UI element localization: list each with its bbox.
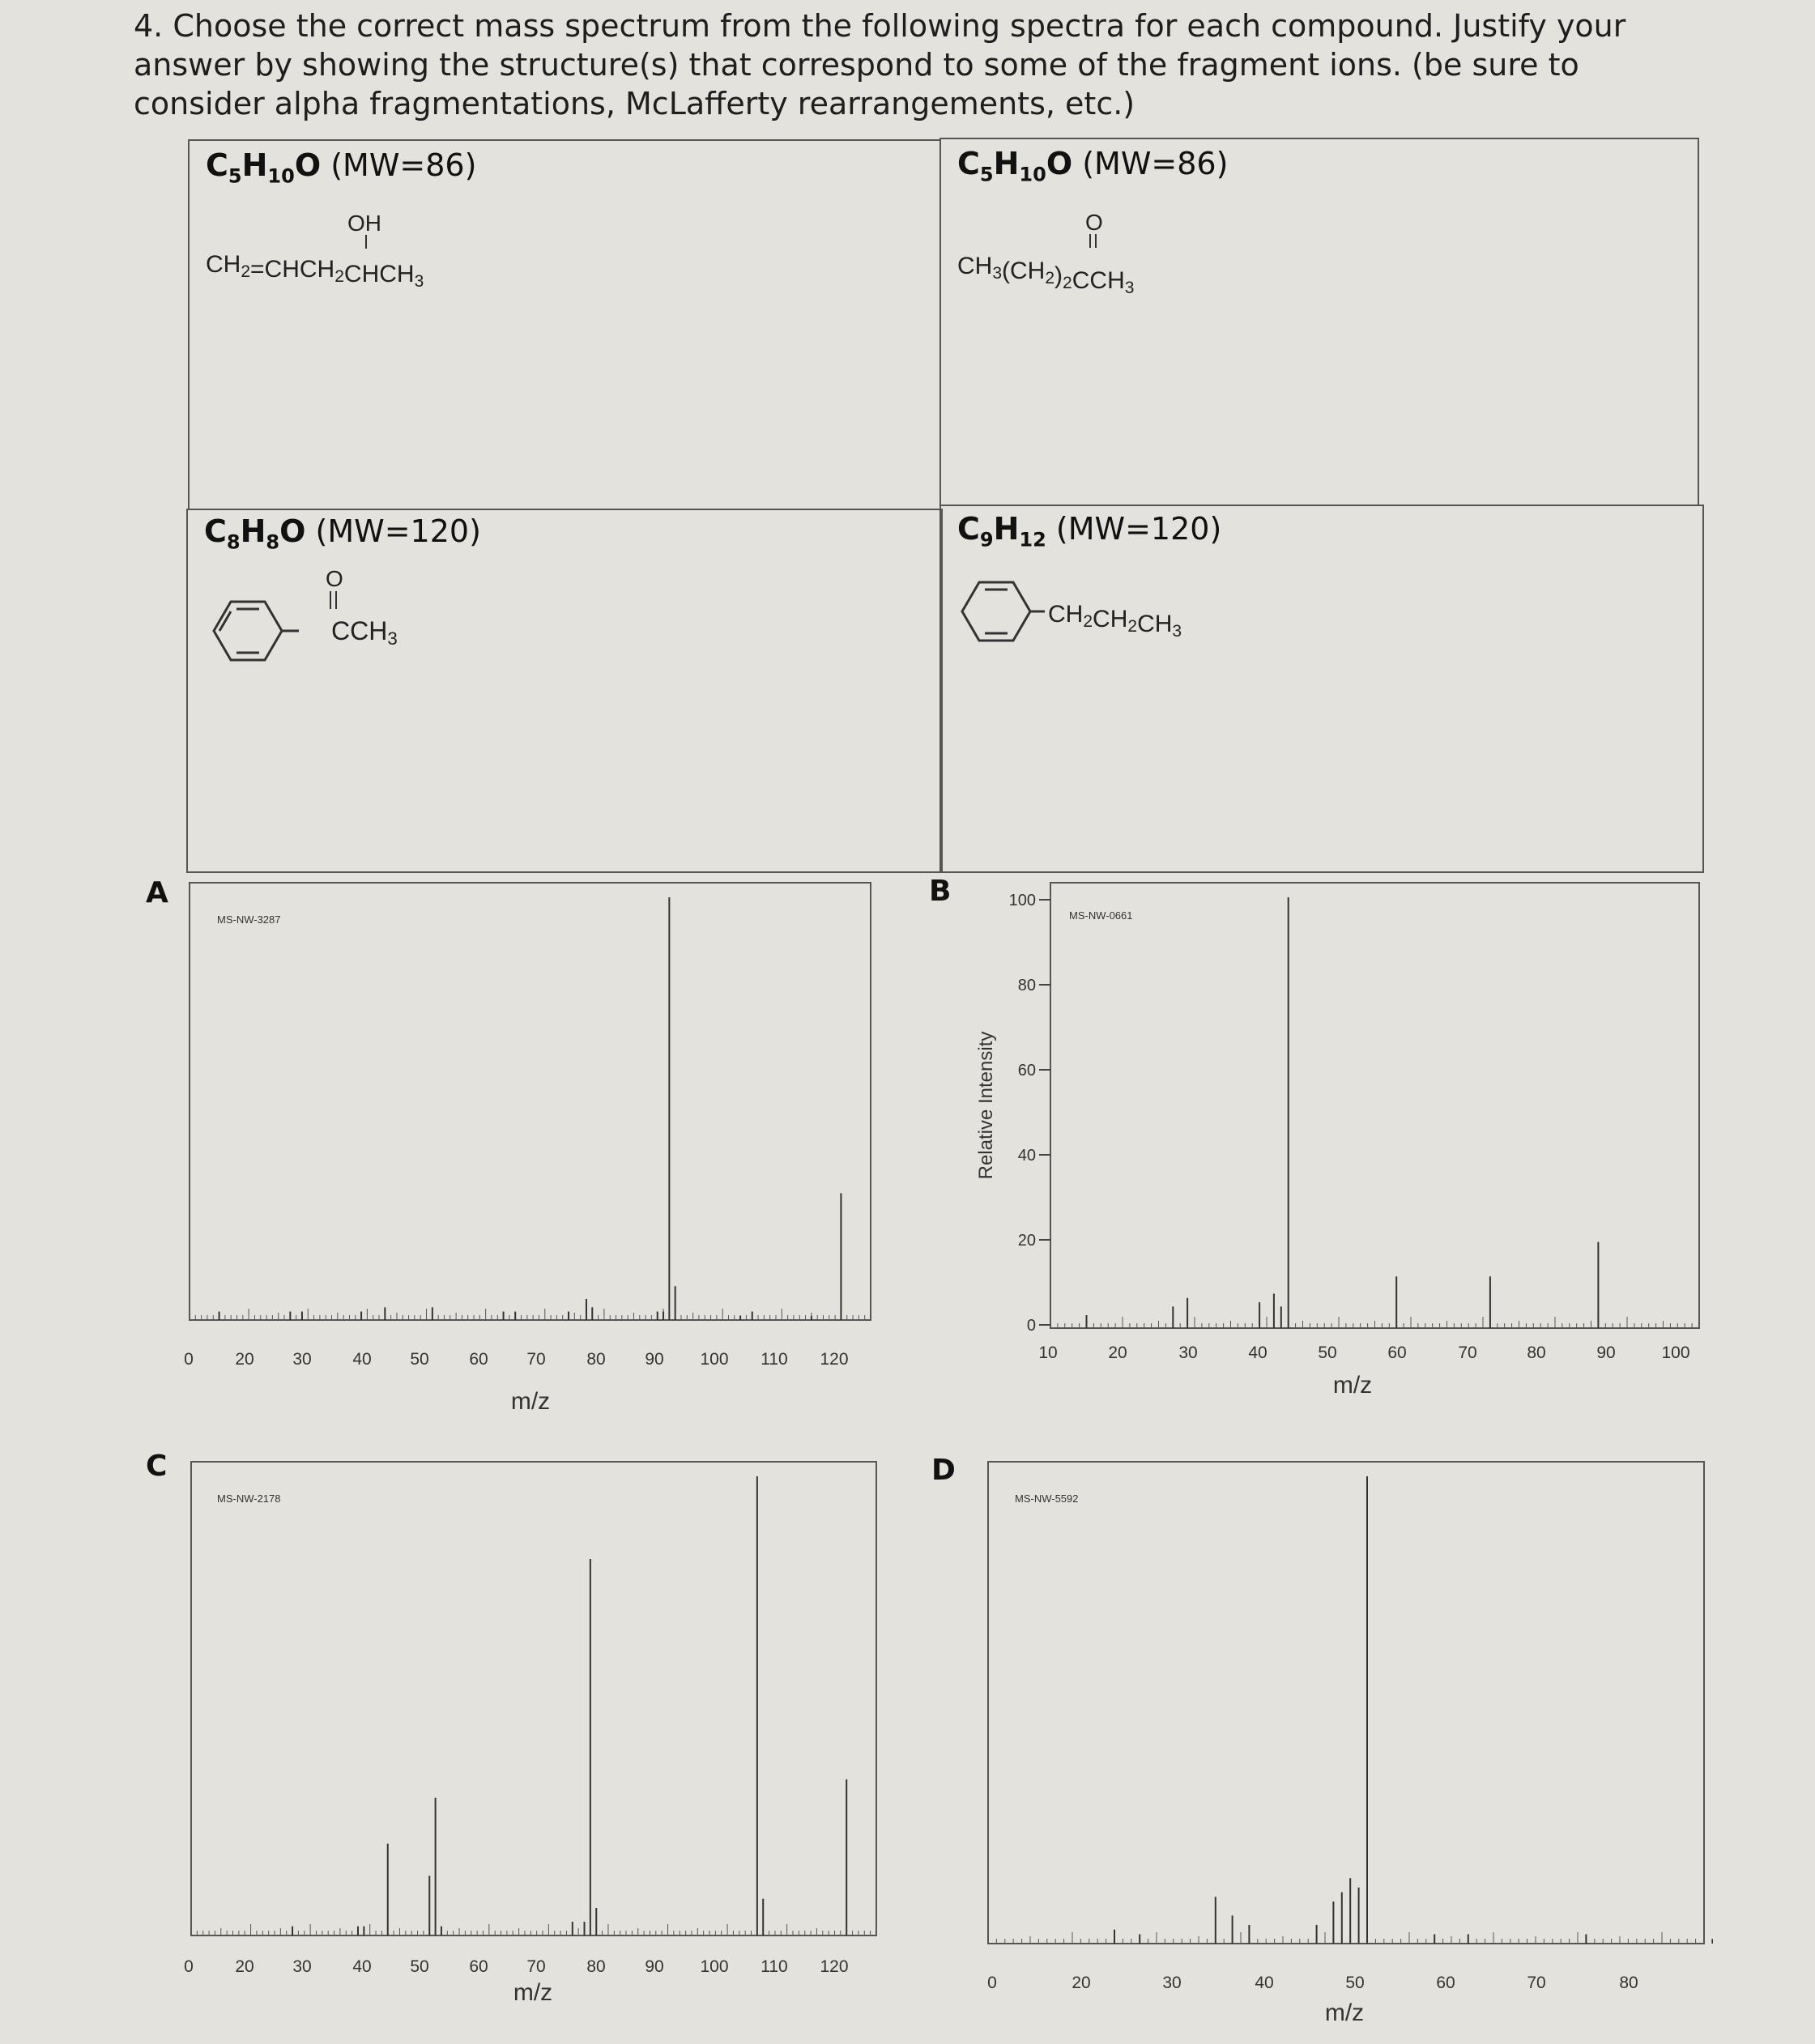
x-axis-label: m/z (1324, 1999, 1365, 2026)
x-tick-label: 50 (1318, 1344, 1337, 1362)
x-tick-label: 50 (410, 1957, 429, 1976)
x-tick-label: 30 (1178, 1344, 1198, 1362)
spectrum-d (976, 1454, 1713, 2037)
x-tick-label: 60 (1436, 1974, 1455, 1992)
y-tick-label: 100 (1008, 892, 1036, 909)
spectrum-frame (988, 1462, 1704, 1944)
spectrum-b (968, 875, 1725, 1409)
compound-3-carbonyl-o: O (326, 566, 343, 591)
x-tick-label: 100 (700, 1957, 729, 1976)
benzene-ring-icon (962, 582, 1030, 641)
spectrum-c-letter: C (146, 1450, 168, 1483)
compound-cell-3 (186, 509, 943, 873)
compound-2-mw: (MW=86) (1082, 146, 1229, 181)
compound-3-formula: $C_8H_8O$ (204, 513, 306, 554)
x-tick-label: 70 (1527, 1974, 1546, 1992)
y-axis-label: Relative Intensity (975, 1031, 997, 1180)
spectrum-a-letter: A (146, 876, 168, 909)
spectrum-id-label: MS-NW-0661 (1069, 909, 1133, 922)
x-tick-label: 20 (235, 1350, 254, 1369)
x-tick-label: 70 (1458, 1344, 1477, 1362)
x-tick-label: 120 (820, 1350, 849, 1369)
compound-2-formula: $C_5H_{10}O$ (957, 146, 1073, 186)
y-tick-label: 60 (1017, 1062, 1036, 1079)
x-tick-label: 40 (1248, 1344, 1268, 1362)
question-text: 4. Choose the correct mass spectrum from the following spectra for each compound. Justify your answer by showing the structure(s) that correspond to some of the fragment ions. (be sure to consider alpha fragmentations, McLafferty rearrangements, etc.) (134, 8, 1626, 121)
x-tick-label: 30 (292, 1957, 312, 1976)
compound-2-carbonyl-o: O (1085, 210, 1103, 235)
compound-4-substituent: $CH_2CH_2CH_3$ (1048, 601, 1182, 641)
compound-2-structure (941, 139, 1701, 508)
x-tick-label: 90 (645, 1350, 664, 1369)
x-tick-label: 0 (184, 1957, 194, 1976)
x-tick-label: 100 (1661, 1344, 1690, 1362)
x-tick-label: 20 (1072, 1974, 1091, 1992)
compound-2-structure-text: $CH_3(CH_2)_2CCH_3$ (957, 253, 1135, 297)
x-tick-label: 70 (526, 1957, 546, 1976)
y-tick-label: 40 (1017, 1147, 1036, 1165)
x-tick-label: 110 (761, 1350, 788, 1369)
compound-1-structure (190, 141, 943, 512)
spectrum-frame (191, 1462, 876, 1935)
x-tick-label: 60 (469, 1957, 488, 1976)
x-tick-label: 90 (1596, 1344, 1616, 1362)
x-tick-label: 120 (820, 1957, 849, 1976)
y-tick-label: 80 (1017, 977, 1036, 994)
x-tick-label: 40 (352, 1350, 372, 1369)
x-tick-label: 80 (586, 1957, 606, 1976)
compound-3-substituent: CCH3 (331, 616, 398, 649)
compound-1-mw: (MW=86) (330, 147, 477, 183)
x-tick-label: 60 (469, 1350, 488, 1369)
spectrum-c (178, 1454, 891, 2012)
x-tick-label: 0 (184, 1350, 194, 1369)
x-axis-label: m/z (510, 1388, 551, 1415)
spectrum-a (178, 875, 891, 1425)
compound-3-structure (188, 510, 944, 875)
x-axis-label: m/z (1332, 1372, 1373, 1399)
spectrum-d-letter: D (931, 1454, 956, 1487)
x-tick-label: 80 (586, 1350, 606, 1369)
spectrum-b-letter: B (929, 875, 952, 908)
spectrum-frame (190, 883, 871, 1320)
x-tick-label: 80 (1619, 1974, 1638, 1992)
compound-cell-4 (939, 505, 1704, 873)
x-tick-label: 40 (1255, 1974, 1274, 1992)
x-tick-label: 50 (410, 1350, 429, 1369)
y-tick-label: 20 (1017, 1232, 1036, 1250)
y-tick-label: 0 (1026, 1317, 1036, 1335)
compound-4-formula: $C_9H_{12}$ (957, 511, 1046, 551)
spectrum-frame (1050, 883, 1699, 1328)
compound-cell-2 (939, 138, 1699, 506)
x-tick-label: 50 (1345, 1974, 1365, 1992)
x-tick-label: 10 (1038, 1344, 1058, 1362)
x-tick-label: 20 (235, 1957, 254, 1976)
benzene-ring-icon (214, 602, 282, 660)
compound-1-oh-label: OH (347, 211, 381, 236)
spectrum-id-label: MS-NW-2178 (217, 1493, 281, 1505)
x-tick-label: 40 (352, 1957, 372, 1976)
compound-cell-1 (188, 139, 941, 510)
compound-1-structure-text: $CH_2=CHCH_2CHCH_3$ (206, 251, 424, 291)
x-tick-label: 0 (987, 1974, 997, 1992)
x-tick-label: 110 (761, 1957, 788, 1976)
x-tick-label: 60 (1387, 1344, 1407, 1362)
x-tick-label: 30 (1162, 1974, 1182, 1992)
spectrum-id-label: MS-NW-3287 (217, 913, 281, 926)
x-axis-label: m/z (513, 1979, 553, 2006)
compound-4-mw: (MW=120) (1055, 511, 1222, 547)
x-tick-label: 20 (1108, 1344, 1127, 1362)
spectrum-id-label: MS-NW-5592 (1015, 1493, 1079, 1505)
compound-1-formula: $C_5H_{10}O$ (206, 147, 322, 188)
x-tick-label: 70 (526, 1350, 546, 1369)
x-tick-label: 80 (1527, 1344, 1546, 1362)
x-tick-label: 30 (292, 1350, 312, 1369)
x-tick-label: 100 (700, 1350, 729, 1369)
x-tick-label: 90 (645, 1957, 664, 1976)
compound-4-structure (941, 506, 1706, 875)
compound-3-mw: (MW=120) (315, 513, 481, 549)
